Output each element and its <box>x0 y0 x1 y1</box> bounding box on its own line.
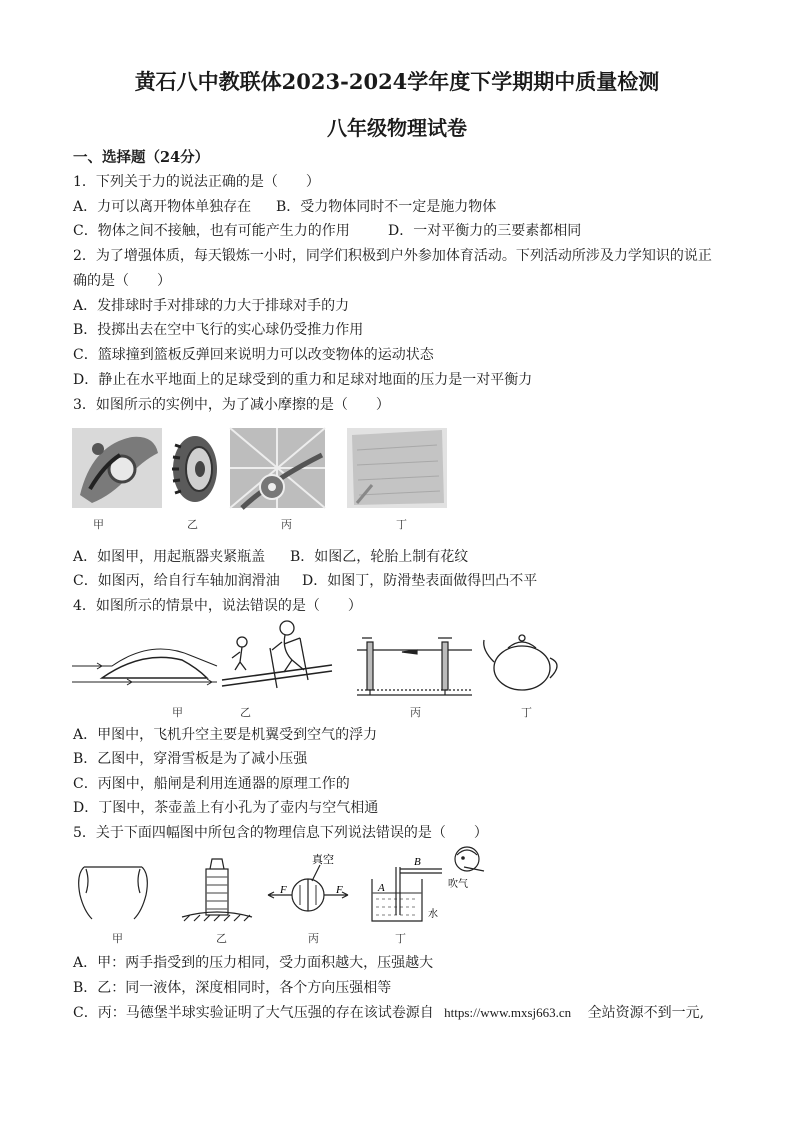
q4-label-ding: 丁 <box>521 706 532 719</box>
q5-label-ding: 丁 <box>395 932 406 945</box>
q3-label-bing: 丙 <box>281 518 292 531</box>
q1-stem: 1．下列关于力的说法正确的是（ ） <box>73 174 320 190</box>
q5-label-a: A <box>378 882 385 894</box>
non-slip-mat-photo <box>347 428 447 508</box>
q2-option-c: C．篮球撞到篮板反弹回来说明力可以改变物体的运动状态 <box>73 347 434 363</box>
q5-label-water: 水 <box>428 909 438 920</box>
q5-label-f-right: F <box>336 884 343 896</box>
q5-option-b: B．乙：同一液体，深度相同时，各个方向压强相等 <box>73 980 392 996</box>
q4-stem: 4．如图所示的情景中，说法错误的是（ ） <box>73 598 362 614</box>
q3-option-a: A．如图甲，用起瓶器夹紧瓶盖 <box>73 549 266 565</box>
exam-subtitle: 八年级物理试卷 <box>327 116 467 140</box>
q3-label-yi: 乙 <box>187 518 198 531</box>
q2-option-d: D．静止在水平地面上的足球受到的重力和足球对地面的压力是一对平衡力 <box>73 372 533 388</box>
q4-figure-strip <box>72 620 572 700</box>
q3-option-b: B．如图乙，轮胎上制有花纹 <box>290 549 469 565</box>
q5-option-c-suffix: 全站资源不到一元, <box>587 1005 705 1021</box>
q3-label-ding: 丁 <box>396 518 407 531</box>
q5-label-b: B <box>414 856 421 868</box>
q5-option-a: A．甲：两手指受到的压力相同，受力面积越大，压强越大 <box>73 955 434 971</box>
bottle-opener-photo <box>72 428 162 508</box>
q4-option-d: D．丁图中，茶壶盖上有小孔为了壶内与空气相通 <box>73 800 379 816</box>
q4-label-yi: 乙 <box>240 706 251 719</box>
q3-stem: 3．如图所示的实例中，为了减小摩擦的是（ ） <box>73 397 390 413</box>
q5-label-yi: 乙 <box>216 932 227 945</box>
skier-sketch <box>222 621 332 688</box>
bottle-sponge-sketch <box>182 859 252 921</box>
q4-option-c: C．丙图中，船闸是利用连通器的原理工作的 <box>73 776 350 792</box>
bicycle-hub-photo <box>230 428 325 508</box>
q5-figure-strip <box>72 845 512 925</box>
source-url-link[interactable]: https://www.mxsj663.cn <box>444 1005 572 1020</box>
q4-option-a: A．甲图中，飞机升空主要是机翼受到空气的浮力 <box>73 727 378 743</box>
q4-label-bing: 丙 <box>410 706 421 719</box>
q3-option-d: D．如图丁，防滑垫表面做得凹凸不平 <box>302 573 538 589</box>
q1-option-a: A．力可以离开物体单独存在 <box>73 199 252 215</box>
airfoil-diagram <box>72 649 217 685</box>
exam-title: 黄石八中教联体2023-2024学年度下学期期中质量检测 <box>134 69 660 94</box>
q2-stem-line2: 确的是（ ） <box>73 273 171 289</box>
q4-label-jia: 甲 <box>172 706 183 719</box>
q2-option-a: A．发排球时手对排球的力大于排球对手的力 <box>73 298 350 314</box>
q5-label-jia: 甲 <box>112 932 123 945</box>
q4-option-b: B．乙图中，穿滑雪板是为了减小压强 <box>73 751 308 767</box>
q5-option-c <box>73 1003 704 1023</box>
q1-option-c: C．物体之间不接触，也有可能产生力的作用 <box>73 223 350 239</box>
q5-label-blow: 吹气 <box>448 879 468 890</box>
q1-option-b: B．受力物体同时不一定是施力物体 <box>276 199 497 215</box>
q5-option-c-text: C．丙：马德堡半球实验证明了大气压强的存在该试卷源自 <box>73 1005 434 1021</box>
tire-photo <box>172 436 217 502</box>
q3-photo-strip <box>72 425 452 510</box>
section-heading: 一、选择题（24分） <box>73 149 210 166</box>
q1-option-d: D．一对平衡力的三要素都相同 <box>388 223 582 239</box>
q3-option-c: C．如图丙，给自行车轴加润滑油 <box>73 573 280 589</box>
q5-label-f-left: F <box>280 884 287 896</box>
q2-stem-line1: 2．为了增强体质，每天锻炼一小时，同学们积极到户外参加体育活动。下列活动所涉及力学知识的说正 <box>73 248 712 264</box>
teapot-sketch <box>484 635 557 690</box>
q3-label-jia: 甲 <box>93 518 104 531</box>
ship-lock-diagram <box>357 638 472 695</box>
q5-label-bing: 丙 <box>308 932 319 945</box>
q5-label-vacuum: 真空 <box>312 853 334 866</box>
pencil-fingers-sketch <box>79 867 148 919</box>
q2-option-b: B．投掷出去在空中飞行的实心球仍受推力作用 <box>73 322 364 338</box>
q5-stem: 5．关于下面四幅图中所包含的物理信息下列说法错误的是（ ） <box>73 825 488 841</box>
